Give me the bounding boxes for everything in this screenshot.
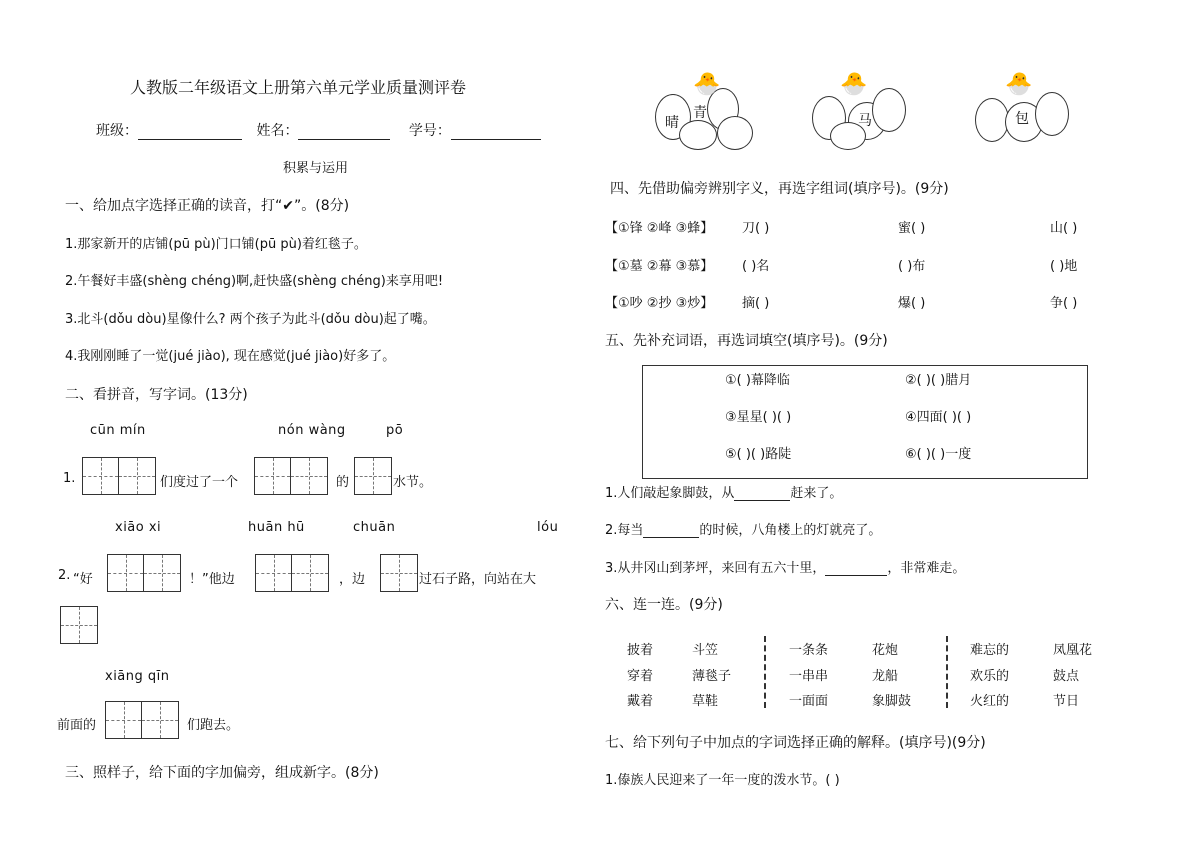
write-grid-xiaoxi[interactable] [107,554,181,592]
q5-word-2: ②( )( )腊月 [905,373,972,388]
q2-row2-text1: “好 [73,572,93,587]
pinyin-xiangqin: xiāng qīn [105,669,170,684]
q2-row1-text1: 们度过了一个 [160,475,239,490]
match-item[interactable]: 穿着 [627,668,654,684]
match-item[interactable]: 龙船 [872,668,899,684]
q5-heading: 五、先补充词语，再选词填空(填序号)。(9分) [605,333,888,349]
q5-sentence-1: 1.人们敲起象脚鼓，从 赶来了。 [605,486,843,501]
match-item[interactable]: 草鞋 [692,694,719,709]
q5-word-4: ④四面( )( ) [905,410,972,425]
q5-blank-2[interactable] [643,523,699,538]
q6-group3-left [970,638,1009,715]
write-grid-lou[interactable] [60,606,98,644]
pinyin-cunmin: cūn mín [90,423,146,438]
egg-illustration-3: 🐣 包 [975,72,1085,152]
match-item[interactable]: 一面面 [789,694,829,709]
q6-divider-2 [946,636,948,708]
pinyin-chuan: chuān [353,520,396,535]
id-label: 学号： [408,123,451,139]
q4-row3-a: 摘( ) [742,296,770,311]
q6-heading: 六、连一连。(9分) [605,597,723,613]
match-item[interactable]: 一串串 [789,668,829,684]
q4-row2-c: ( )地 [1050,259,1078,274]
match-item[interactable]: 欢乐的 [970,668,1010,684]
q3-heading: 三、照样子，给下面的字加偏旁，组成新字。(8分) [65,765,379,781]
match-item[interactable]: 节日 [1053,694,1080,709]
q2-row1-text2: 的 [336,475,350,490]
q1-heading: 一、给加点字选择正确的读音，打“✔”。(8分) [65,198,350,214]
match-item[interactable]: 披着 [627,643,654,658]
q5-word-box [642,365,1088,479]
q4-row3-b: 爆( ) [898,296,926,311]
q6-group3-right [1053,638,1092,715]
pinyin-po: pō [386,423,404,438]
q4-row1-c: 山( ) [1050,221,1078,236]
q2-row3-text2: 们跑去。 [187,718,240,733]
q5-word-3: ③星星( )( ) [725,410,792,425]
pinyin-huanhu: huān hū [248,520,305,535]
q2-row2-text4: 过石子路，向站在大 [419,572,537,587]
q6-group1-right [692,638,731,715]
match-item[interactable]: 戴着 [627,694,654,709]
q5-sentence-2: 2.每当 的时候，八角楼上的灯就亮了。 [605,523,882,538]
q4-row2-b: ( )布 [898,259,926,274]
q6-divider-1 [764,636,766,708]
pinyin-xiaoxi: xiāo xi [115,520,162,535]
section-subtitle: 积累与运用 [283,161,349,176]
q4-row3-options: 【①吵 ②抄 ③炒】 [605,296,714,311]
q1-item-4: 4.我刚刚睡了一觉(jué jiào), 现在感觉(jué jiào)好多了。 [65,349,396,364]
egg-char-ma: 马 [858,113,872,129]
write-grid-po[interactable] [354,457,392,495]
q5-word-5: ⑤( )( )路陡 [725,447,792,462]
page-title: 人教版二年级语文上册第六单元学业质量测评卷 [130,78,467,97]
q4-row1-a: 刀( ) [742,221,770,236]
q4-heading: 四、先借助偏旁辨别字义，再选字组词(填序号)。(9分) [610,181,949,197]
q4-row2-a: ( )名 [742,259,770,274]
egg-char-qing: 青 [693,105,707,121]
q6-group2-right [872,638,911,715]
q5-blank-3[interactable] [825,561,887,576]
egg-illustration-1: 🐣 晴 青 [655,72,765,152]
q2-row2-text3: ，边 [339,572,366,587]
q2-heading: 二、看拼音，写字词。(13分) [65,387,248,403]
match-item[interactable]: 象脚鼓 [872,694,912,709]
q1-item-1: 1.那家新开的店铺(pū pù)门口铺(pū pù)着红毯子。 [65,237,367,252]
egg-char-bao: 包 [1015,111,1029,127]
egg-char-qing-sun: 晴 [665,115,679,131]
q2-row2-num: 2. [58,568,71,583]
q5-sentence-3: 3.从井冈山到茅坪，来回有五六十里， ，非常难走。 [605,561,966,576]
egg-illustration-2: 🐣 马 [812,72,922,152]
q5-word-1: ①( )幕降临 [725,373,790,388]
q4-row1-options: 【①锋 ②峰 ③蜂】 [605,221,714,236]
name-label: 姓名： [256,123,299,139]
match-item[interactable]: 火红的 [970,694,1010,709]
write-grid-chuan[interactable] [380,554,418,592]
q6-group1-left [627,638,653,715]
q2-row1-text3: 水节。 [393,475,433,490]
q2-row3-text1: 前面的 [57,718,97,733]
q1-item-2: 2.午餐好丰盛(shèng chéng)啊,赶快盛(shèng chéng)来享用吧! [65,274,444,289]
q4-row2-options: 【①墓 ②幕 ③慕】 [605,259,714,274]
match-item[interactable]: 凤凰花 [1053,643,1093,658]
match-item[interactable]: 斗笠 [692,643,719,658]
match-item[interactable]: 难忘的 [970,643,1010,658]
write-grid-cunmin[interactable] [82,457,156,495]
q7-heading: 七、给下列句子中加点的字词选择正确的解释。(填序号)(9分) [605,735,986,751]
q2-row2-text2: ！”他边 [189,572,235,587]
q5-word-6: ⑥( )( )一度 [905,447,972,462]
q4-row1-b: 蜜( ) [898,221,926,236]
write-grid-huanhu[interactable] [255,554,329,592]
match-item[interactable]: 鼓点 [1053,668,1080,684]
student-info-row [96,120,541,140]
q7-item-1: 1.傣族人民迎来了一年一度的泼水节。( ) [605,773,840,788]
match-item[interactable]: 薄毯子 [692,668,732,684]
q2-row1-num: 1. [63,471,76,486]
pinyin-nonwang: nón wàng [278,423,346,438]
name-field[interactable] [298,125,390,140]
class-field[interactable] [138,125,242,140]
class-label: 班级： [96,123,138,139]
match-item[interactable]: 一条条 [789,643,829,658]
match-item[interactable]: 花炮 [872,643,899,658]
q1-item-3: 3.北斗(dǒu dòu)星像什么? 两个孩子为此斗(dǒu dòu)起了嘴。 [65,312,436,327]
q5-blank-1[interactable] [734,486,790,501]
pinyin-lou: lóu [537,520,559,535]
id-field[interactable] [451,125,541,140]
write-grid-nongwang[interactable] [254,457,328,495]
q6-group2-left [789,638,828,715]
write-grid-xiangqin[interactable] [105,701,179,739]
q4-row3-c: 争( ) [1050,296,1078,311]
